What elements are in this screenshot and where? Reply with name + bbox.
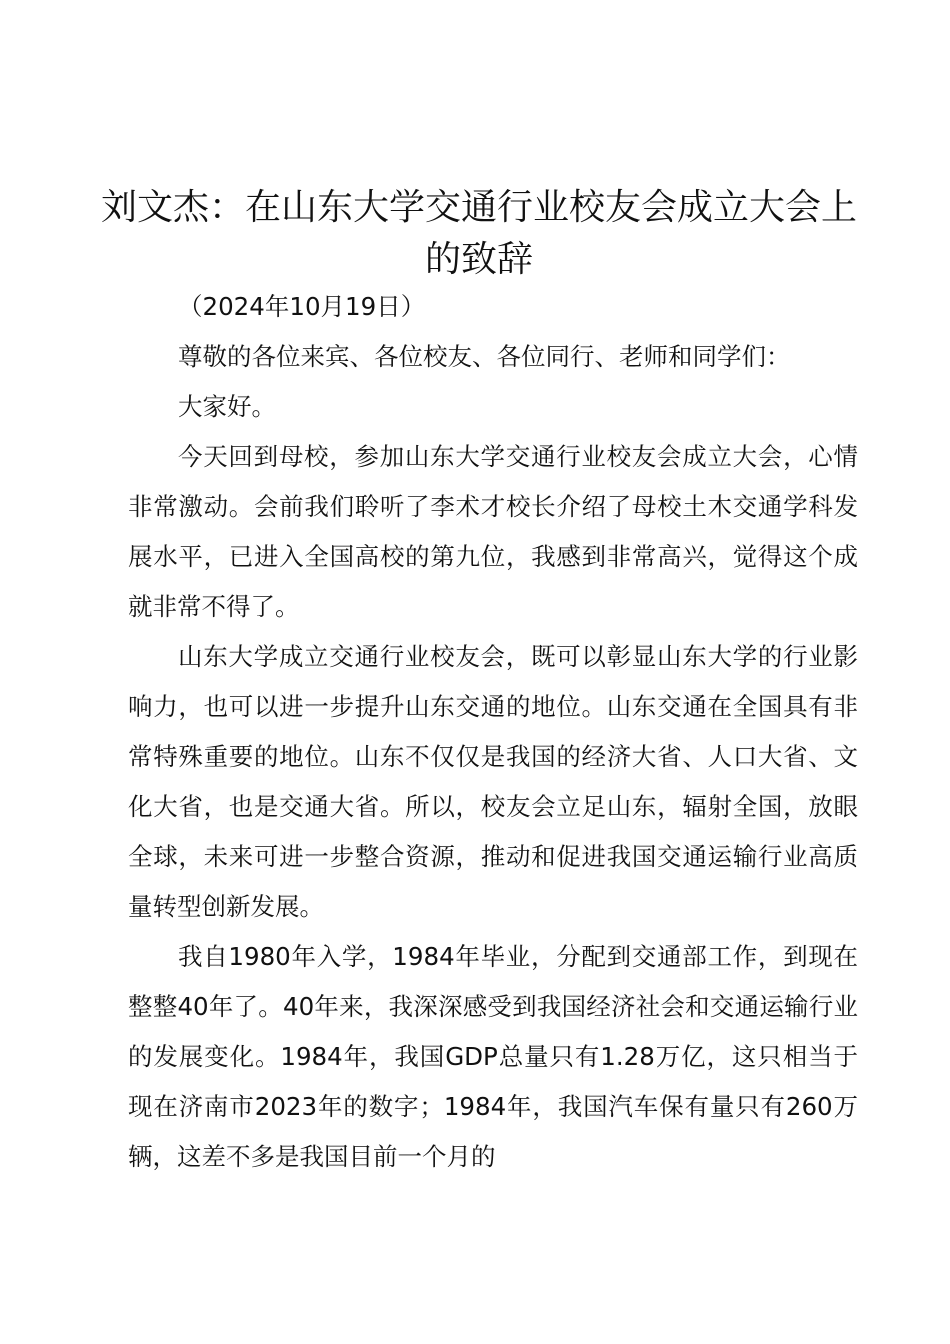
speech-paragraph: 今天回到母校，参加山东大学交通行业校友会成立大会，心情非常激动。会前我们聆听了李术才校长介绍了母校土木交通学科发展水平，已进入全国高校的第九位，我感到非常高兴，觉得这个成就非常不得了。: [128, 442, 858, 621]
document-body: [128, 282, 858, 1182]
speech-greeting: 大家好。: [178, 392, 276, 421]
document-title: 刘文杰：在山东大学交通行业校友会成立大会上的致辞: [100, 187, 857, 280]
speech-salutation: 尊敬的各位来宾、各位校友、各位同行、老师和同学们：: [178, 342, 791, 371]
speech-paragraph: 山东大学成立交通行业校友会，既可以彰显山东大学的行业影响力，也可以进一步提升山东交通的地位。山东交通在全国具有非常特殊重要的地位。山东不仅仅是我国的经济大省、人口大省、文化大省，也是交通大省。所以，校友会立足山东，辐射全国，放眼全球，未来可进一步整合资源，推动和促进我国交通运输行业高质量转型创新发展。: [128, 642, 858, 921]
speech-date: （2024年10月19日）: [178, 292, 426, 321]
speech-paragraph: 我自1980年入学，1984年毕业，分配到交通部工作，到现在整整40年了。40年来，我深深感受到我国经济社会和交通运输行业的发展变化。1984年，我国GDP总量只有1.28万亿，这只相当于现在济南市2023年的数字；1984年，我国汽车保有量只有260万辆，这差不多是我国目前一个月的: [128, 942, 858, 1171]
